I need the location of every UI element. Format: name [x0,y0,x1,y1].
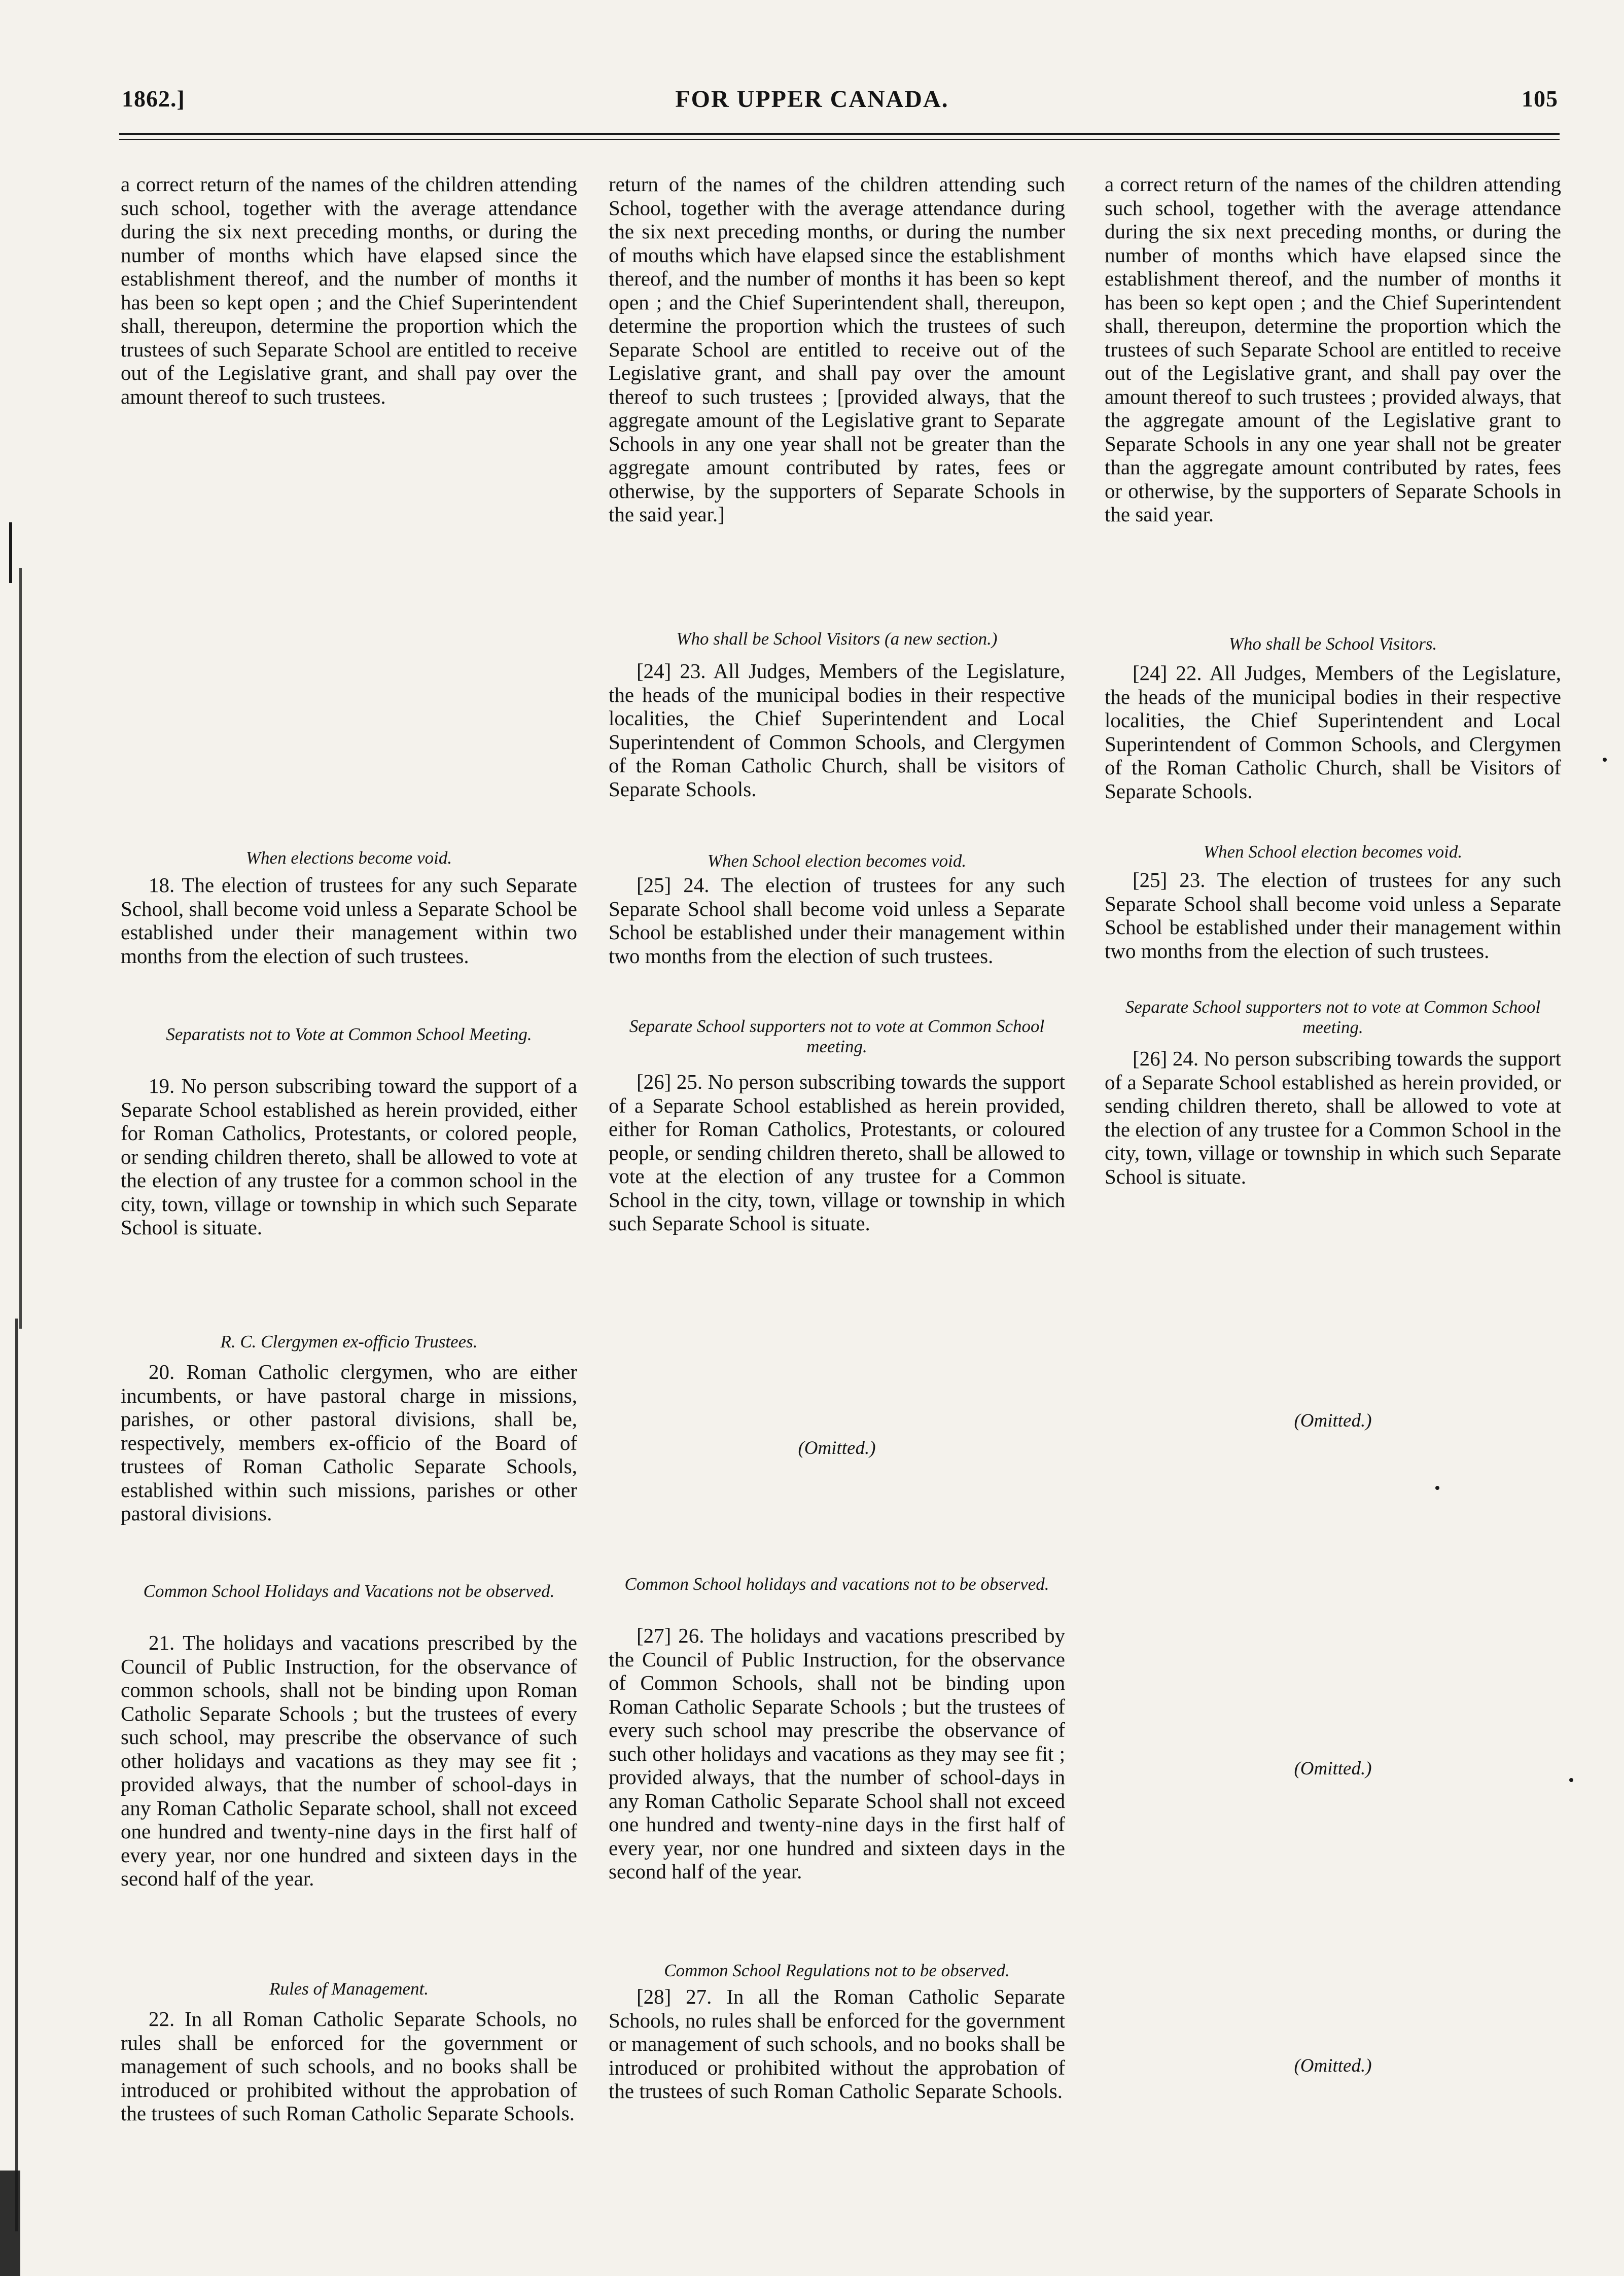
col2-heading-26: Common School holidays and vacations not to be observed. [624,1574,1049,1594]
scan-speck [1603,758,1607,762]
col3-heading-24: Separate School supporters not to vote at Common School meeting. [1125,997,1541,1037]
scan-edge-mark [15,1319,18,2231]
scan-edge-mark [9,522,12,583]
col3-section-22: [24] 22. All Judges, Members of the Legislature, the heads of the municipal bodies in their respective localities, the Chief Superintendent and Local Superintendent of Common Schools, and Clergymen of the Roman Catholic Church, shall be Visitors of Separate Schools. [1105,661,1561,803]
col1-heading-22: Rules of Management. [269,1979,429,1999]
col2-section-24: [25] 24. The election of trustees for any such Separate School shall become void unless a Separate School be established under their management within two months from the election of such trustees. [609,873,1065,968]
col3-omitted-3: (Omitted.) [1294,2055,1372,2076]
header-rule [119,133,1560,135]
col2-heading-23: Who shall be School Visitors (a new section.) [676,629,998,649]
col3-omitted-1: (Omitted.) [1294,1410,1372,1431]
scan-speck [1569,1778,1573,1782]
running-head-title: FOR UPPER CANADA. [675,86,949,113]
col1-section-21: 21. The holidays and vacations prescribed by the Council of Public Instruction, for the observance of common schools, shall not be binding upon Roman Catholic Separate Schools ; but the trustees of every such school, may prescribe the observance of such other holidays and vacations as they may see fit ; provided always, that the number of school-days in any Roman Catholic Separate school, shall not exceed one hundred and twenty-nine days in the first half of every year, nor one hundred and sixteen days in the second half of the year. [121,1631,577,1890]
col1-section-22: 22. In all Roman Catholic Separate Schools, no rules shall be enforced for the government or management of such schools, and no books shall be introduced or prohibited without the approbation of the trustees of such Roman Catholic Separate Schools. [121,2007,577,2125]
col1-heading-18: When elections become void. [245,848,452,868]
scan-edge-mark [19,568,22,1329]
col1-heading-20: R. C. Clergymen ex-officio Trustees. [220,1332,478,1352]
col2-section-23: [24] 23. All Judges, Members of the Legislature, the heads of the municipal bodies in their respective localities, the Chief Superintendent and Local Superintendent of Common Schools, and Clergymen of the Roman Catholic Church, shall be visitors of Separate Schools. [609,659,1065,801]
col1-section-19: 19. No person subscribing toward the support of a Separate School established as herein provided, either for Roman Catholics, Protestants, or colored people, or sending children thereto, shall be allowed to vote at the election of any trustee for a common school in the city, town, village or township in which such Separate School is situate. [121,1074,577,1239]
col3-omitted-2: (Omitted.) [1294,1758,1372,1779]
col2-section-27: [28] 27. In all the Roman Catholic Separate Schools, no rules shall be enforced for the government or management of such schools, and no books shall be introduced or prohibited without the approbation of the trustees of such Roman Catholic Separate Schools. [609,1985,1065,2103]
scan-speck [1435,1486,1439,1490]
col3-section-23: [25] 23. The election of trustees for any such Separate School shall become void unless a Separate School be established under their management within two months from the election of such trustees. [1105,868,1561,963]
col1-intro: a correct return of the names of the children attending such school, together with the average attendance during the six next preceding months, or during the number of months which have elapsed since the establishment thereof, and the number of months it has been so kept open ; and the Chief Superintendent shall, thereupon, determine the proportion which the trustees of such Separate School are entitled to receive out of the Legislative grant, and shall pay over the amount thereof to such trustees. [121,172,577,408]
col1-heading-21: Common School Holidays and Vacations not be observed. [143,1581,555,1601]
col2-section-25: [26] 25. No person subscribing towards the support of a Separate School established as herein provided, either for Roman Catholics, Protestants, or coloured people, or sending children thereto, shall be allowed to vote at the election of any trustee for a Common School in the city, town, village or township in which such Separate School is situate. [609,1070,1065,1235]
header-rule-thin [119,139,1560,140]
running-head-year: 1862.] [122,86,185,112]
col3-intro: a correct return of the names of the children attending such school, together with the average attendance during the six next preceding months, or during the number of months which have elapsed since the establishment thereof, and the number of months it has been so kept open ; and the Chief Superintendent shall, thereupon, determine the proportion which the trustees of such Separate School are entitled to receive out of the Legislative grant, and shall pay over the amount thereof to such trustees ; provided always, that the aggregate amount of the Legislative grant to Separate Schools in any one year shall not be greater than the aggregate amount contributed by rates, fees or otherwise, by the supporters of Separate Schools in the said year. [1105,172,1561,526]
col1-section-18: 18. The election of trustees for any such Separate School, shall become void unless a Separate School be established under their management within two months from the election of such trustees. [121,873,577,968]
col2-heading-25: Separate School supporters not to vote at Common School meeting. [629,1016,1045,1056]
col1-section-20: 20. Roman Catholic clergymen, who are either incumbents, or have pastoral charge in missions, parishes, or other pastoral divisions, shall be, respectively, members ex-officio of the Board of trustees of Roman Catholic Separate Schools, established within such missions, parishes or other pastoral divisions. [121,1360,577,1525]
col2-section-26: [27] 26. The holidays and vacations prescribed by the Council of Public Instruction, for the observance of Common Schools, shall not be binding upon Roman Catholic Separate Schools ; but the trustees of every such school may prescribe the observance of such other holidays and vacations as they may see fit ; provided always, that the number of school-days in any Roman Catholic Separate School shall not exceed one hundred and twenty-nine days in the first half of every year, nor one hundred and sixteen days in the second half of the year. [609,1624,1065,1883]
col2-omitted: (Omitted.) [798,1438,876,1459]
col2-heading-24: When School election becomes void. [707,851,967,871]
scan-corner-shadow [0,2171,20,2276]
page-number: 105 [1522,86,1558,112]
col2-intro: return of the names of the children attending such School, together with the average attendance during the six next preceding months, or during the number of mouths which have elapsed since the establishment thereof, and the number of months it has been so kept open ; and the Chief Superintendent shall, thereupon, determine the proportion which the trustees of such Separate School are entitled to receive out of the Legislative grant, and shall pay over the amount thereof to such trustees ; [provided always, that the aggregate amount of the Legislative grant to Separate Schools in any one year shall not be greater than the aggregate amount contributed by rates, fees or otherwise, by the supporters of Separate Schools in the said year.] [609,172,1065,526]
col2-heading-27: Common School Regulations not to be observed. [664,1961,1010,1980]
col3-section-24: [26] 24. No person subscribing towards the support of a Separate School established as herein provided, or sending children thereto, shall be allowed to vote at the election of any trustee for a Common School in the city, town, village or township in which such Separate School is situate. [1105,1047,1561,1188]
col3-heading-22: Who shall be School Visitors. [1228,634,1437,654]
col3-heading-23: When School election becomes void. [1203,842,1463,862]
col1-heading-19: Separatists not to Vote at Common School Meeting. [166,1024,532,1044]
